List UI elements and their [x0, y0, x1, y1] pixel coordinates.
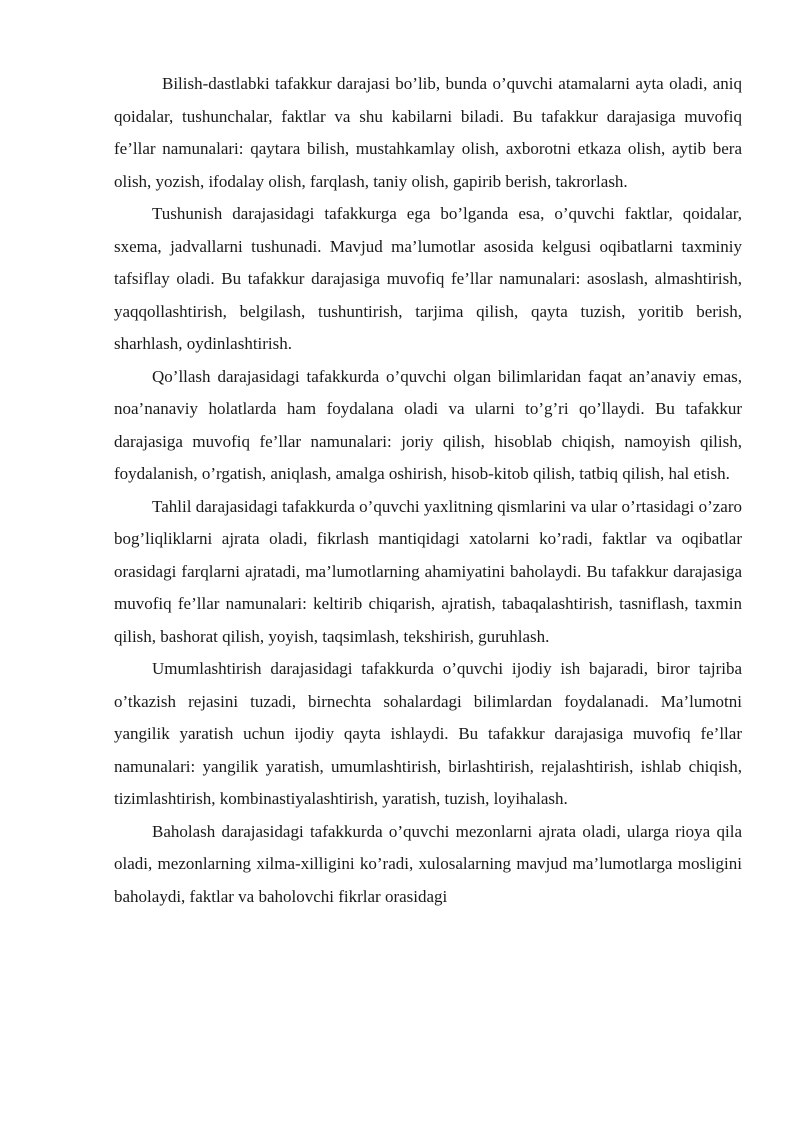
paragraph-umumlashtirish: Umumlashtirish darajasidagi tafakkurda o’quvchi ijodiy ish bajaradi, biror tajriba o’tkazish rejasini tuzadi, birnechta sohalardagi bilimlardan foydalanadi. Ma’lumotni yangilik yaratish uchun ijodiy qayta ishlaydi. Bu tafakkur darajasiga muvofiq fe’llar namunalari: yangilik yaratish, umumlashtirish, birlashtirish, rejalashtirish, ishlab chiqish, tizimlashtirish, kombinastiyalashtirish, yaratish, tuzish, loyihalash. [114, 659, 742, 808]
paragraph-qollash: Qo’llash darajasidagi tafakkurda o’quvchi olgan bilimlaridan faqat an’anaviy emas, noa’nanaviy holatlarda ham foydalana oladi va ularni to’g’ri qo’llaydi. Bu tafakkur darajasiga muvofiq fe’llar namunalari: joriy qilish, hisoblab chiqish, namoyish qilish, foydalanish, o’rgatish, aniqlash, amalga oshirish, hisob-kitob qilish, tatbiq qilish, hal etish. [114, 366, 742, 483]
document-page [114, 68, 742, 913]
paragraph-baholash: Baholash darajasidagi tafakkurda o’quvchi mezonlarni ajrata oladi, ularga rioya qila oladi, mezonlarning xilma-xilligini ko’radi, xulosalarning mavjud ma’lumotlarga mosligini baholaydi, faktlar va baholovchi fikrlar orasidagi [114, 821, 742, 906]
paragraph-tushunish: Tushunish darajasidagi tafakkurga ega bo’lganda esa, o’quvchi faktlar, qoidalar, sxema, jadvallarni tushunadi. Mavjud ma’lumotlar asosida kelgusi oqibatlarni taxminiy tafsiflay oladi. Bu tafakkur darajasiga muvofiq fe’llar namunalari: asoslash, almashtirish, yaqqollashtirish, belgilash, tushuntirish, tarjima qilish, qayta tuzish, yoritib berish, sharhlash, oydinlashtirish. [114, 204, 742, 353]
paragraph-bilish: Bilish-dastlabki tafakkur darajasi bo’lib, bunda o’quvchi atamalarni ayta oladi, aniq qoidalar, tushunchalar, faktlar va shu kabilarni biladi. Bu tafakkur darajasiga muvofiq fe’llar namunalari: qaytara bilish, mustahkamlay olish, axborotni etkaza olish, aytib bera olish, yozish, ifodalay olish, farqlash, taniy olish, gapirib berish, takrorlash. [114, 74, 742, 191]
paragraph-tahlil: Tahlil darajasidagi tafakkurda o’quvchi yaxlitning qismlarini va ular o’rtasidagi o’zaro bog’liqliklarni ajrata oladi, fikrlash mantiqidagi xatolarni ko’radi, faktlar va oqibatlar orasidagi farqlarni ajratadi, ma’lumotlarning ahamiyatini baholaydi. Bu tafakkur darajasiga muvofiq fe’llar namunalari: keltirib chiqarish, ajratish, tabaqalashtirish, tasniflash, taxmin qilish, bashorat qilish, yoyish, taqsimlash, tekshirish, guruhlash. [114, 496, 742, 646]
